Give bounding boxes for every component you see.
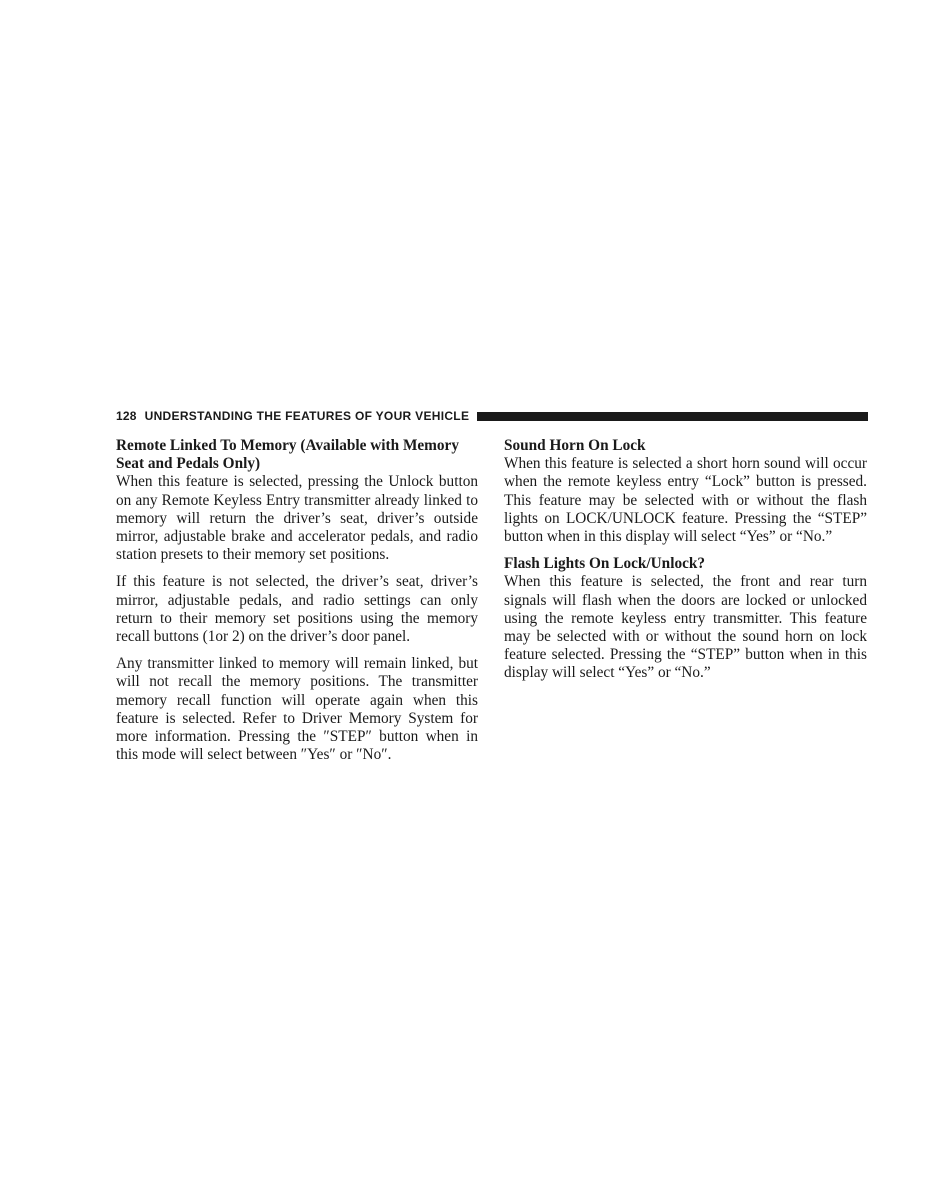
section-heading-flash-lights: Flash Lights On Lock/Unlock? <box>504 555 706 573</box>
paragraph: When this feature is selected, the front and rear turn signals will flash when the doors are locked or unlocked using the remote keyless entry transmitter. This feature may be selected with or without the sound horn on lock feature selected. Pressing the “STEP” button when in this display will select “Yes” or “No.” <box>504 573 867 682</box>
page-number: 128 <box>116 409 137 423</box>
paragraph: When this feature is selected a short horn sound will occur when the remote keyless entry “Lock” button is pressed. This feature may be selected with or without the flash lights on LOCK/UNLOCK feature. Pressing the “STEP” button when in this display will select “Yes” or “No.” <box>504 455 867 546</box>
page-header <box>116 408 868 424</box>
left-column <box>116 437 478 773</box>
paragraph: Any transmitter linked to memory will remain linked, but will not recall the memory positions. The transmitter memory recall function will operate again when this feature is selected. Refer to Driver Memory System for more information. Pressing the ″STEP″ button when in this mode will select between ″Yes″ or ″No″. <box>116 655 478 764</box>
header-rule <box>477 412 868 421</box>
paragraph: If this feature is not selected, the driver’s seat, driver’s mirror, adjustable pedals, and radio settings can only return to their memory set positions using the memory recall buttons (1or 2) on the driver’s door panel. <box>116 573 478 646</box>
right-column <box>504 437 867 692</box>
running-title: UNDERSTANDING THE FEATURES OF YOUR VEHICLE <box>144 409 470 423</box>
section-heading-sound-horn: Sound Horn On Lock <box>504 437 646 454</box>
paragraph: When this feature is selected, pressing the Unlock button on any Remote Keyless Entry transmitter already linked to memory will return the driver’s seat, driver’s outside mirror, adjustable brake and accelerator pedals, and radio station presets to their memory set positions. <box>116 473 478 564</box>
section-heading-remote-linked-memory: Remote Linked To Memory (Available with Memory Seat and Pedals Only) <box>116 437 459 473</box>
